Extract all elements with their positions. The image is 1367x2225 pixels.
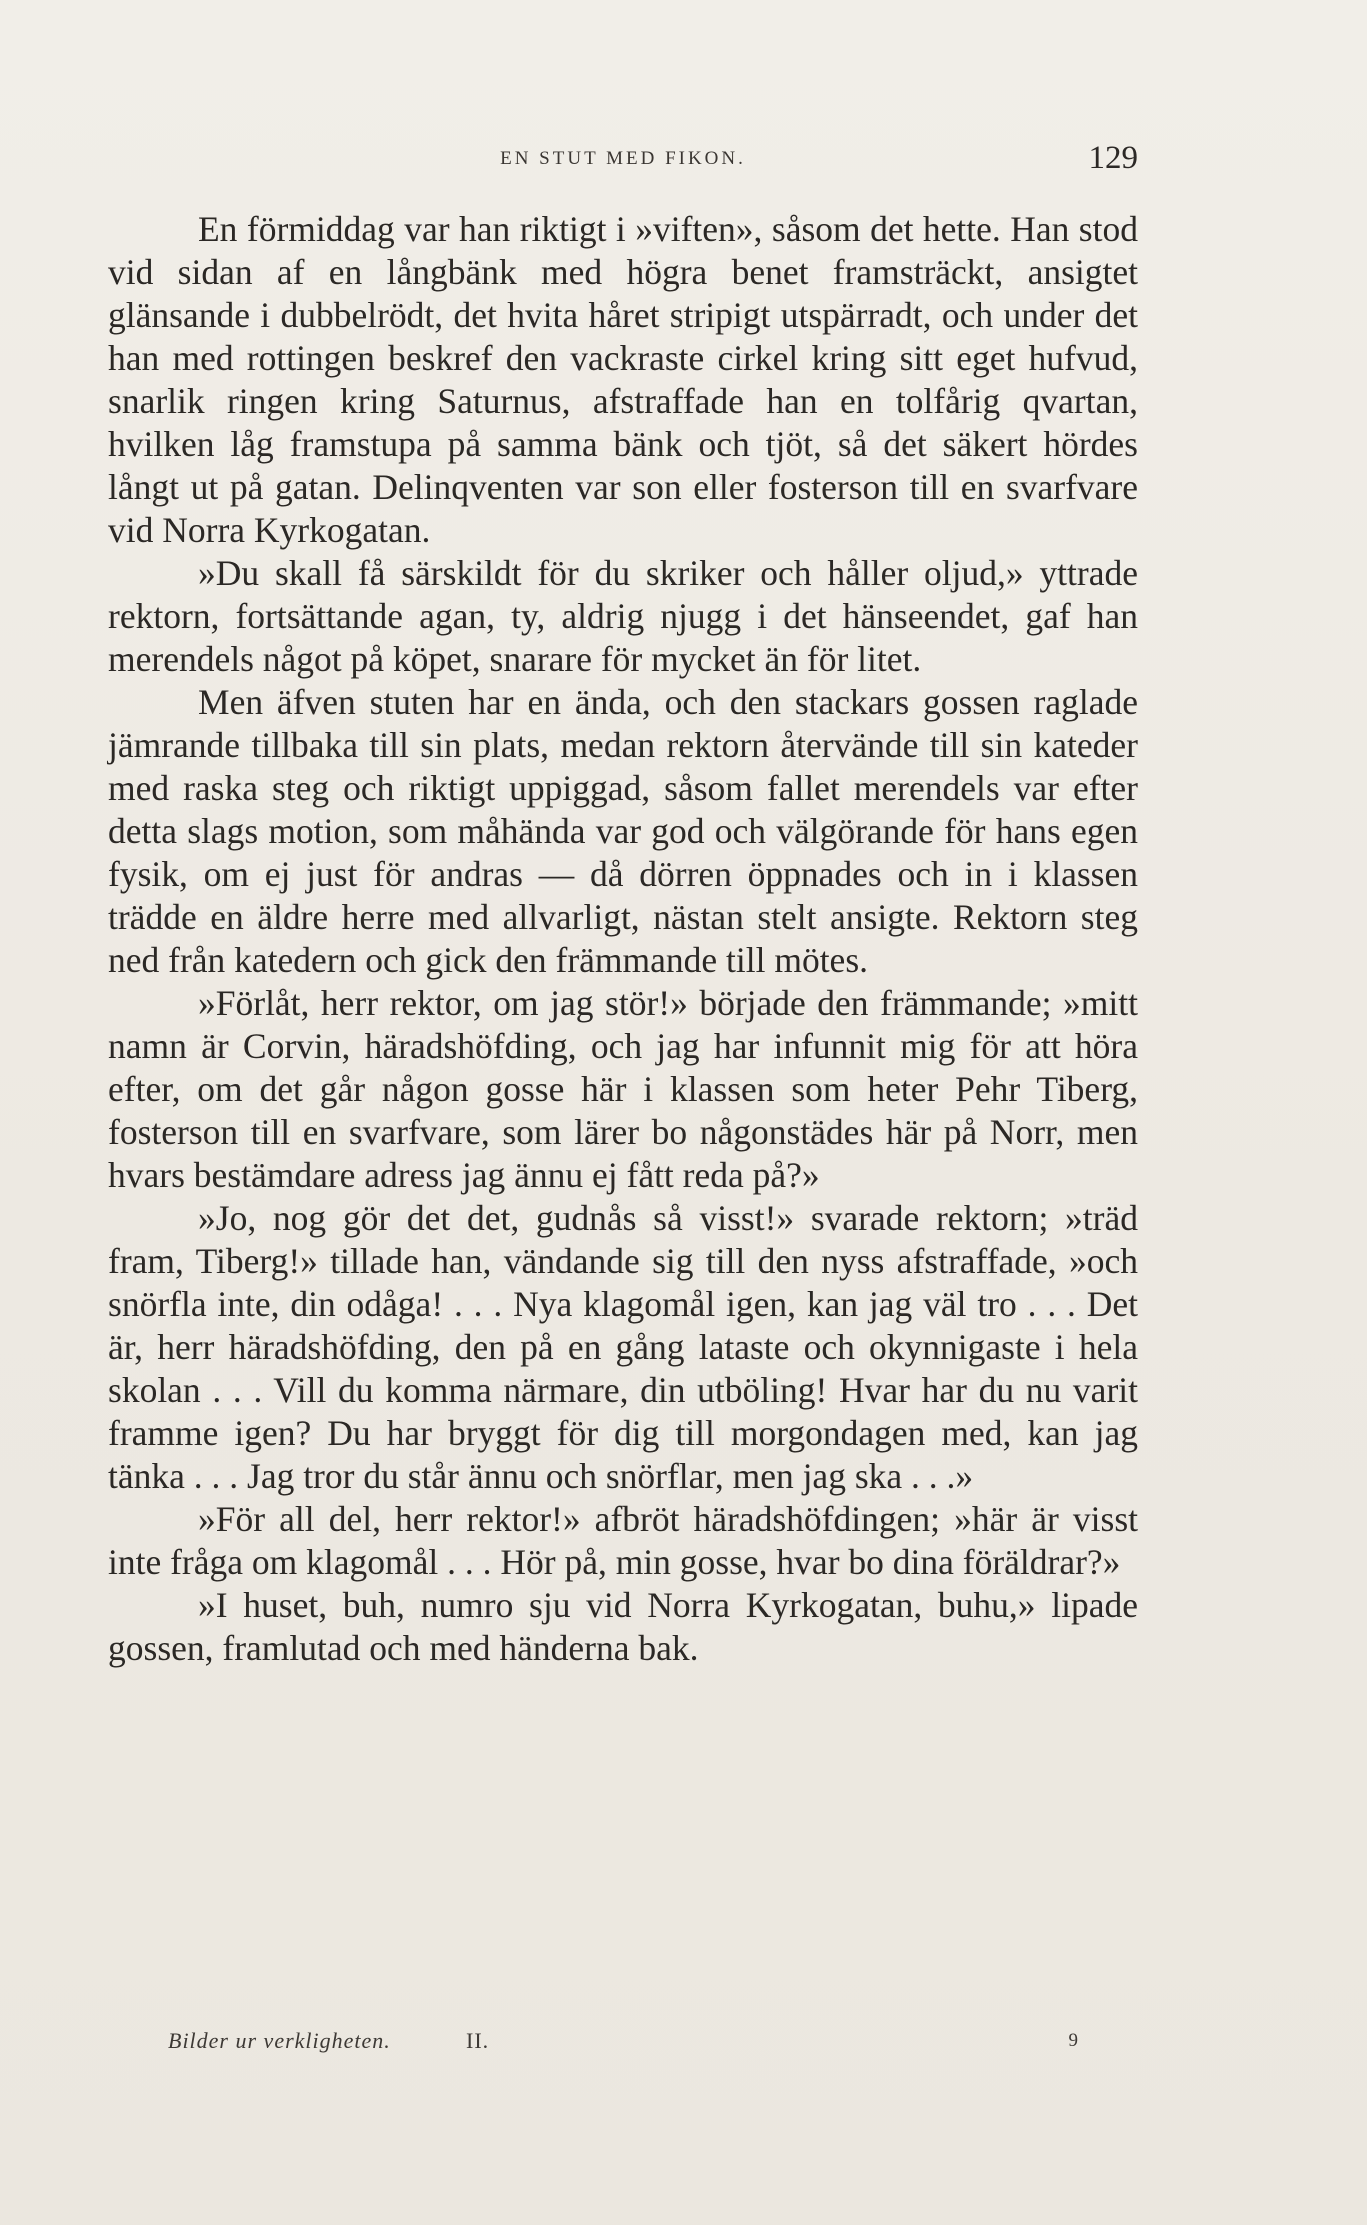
paragraph: »För all del, herr rektor!» afbröt häradshöfdingen; »här är visst inte fråga om klagomål . . . Hör på, min gosse, hvar bo dina föräldrar?» xyxy=(108,1499,1138,1582)
footer-book-title: Bilder ur verkligheten. xyxy=(168,2028,391,2053)
page-header xyxy=(108,140,1138,180)
page-number: 129 xyxy=(1088,140,1138,176)
paragraph: »I huset, buh, numro sju vid Norra Kyrkogatan, buhu,» lipade gossen, framlutad och med händerna bak. xyxy=(108,1585,1138,1668)
paragraph: »Du skall få särskildt för du skriker och håller oljud,» yttrade rektorn, fortsättande agan, ty, aldrig njugg i det hänseendet, gaf han merendels något på köpet, snarare för mycket än för litet. xyxy=(108,553,1138,679)
running-head: EN STUT MED FIKON. xyxy=(500,148,746,169)
footer-signature: 9 xyxy=(1068,2030,1078,2051)
footer-volume: II. xyxy=(466,2028,490,2053)
paragraph: »Förlåt, herr rektor, om jag stör!» började den främmande; »mitt namn är Corvin, häradshöfding, och jag har infunnit mig för att höra efter, om det går någon gosse här i klassen som heter Pehr Tiberg, fosterson till en svarfvare, som lärer bo någonstädes här på Norr, men hvars bestämdare adress jag ännu ej fått reda på?» xyxy=(108,983,1138,1195)
paragraph: »Jo, nog gör det det, gudnås så visst!» svarade rektorn; »träd fram, Tiberg!» tillade han, vändande sig till den nyss afstraffade, »och snörfla inte, din odåga! . . . Nya klagomål igen, kan jag väl tro . . . Det är, herr häradshöfding, den på en gång lataste och okynnigaste i hela skolan . . . Vill du komma närmare, din utböling! Hvar har du nu varit framme igen? Du har bryggt för dig till morgondagen med, kan jag tänka . . . Jag tror du står ännu och snörflar, men jag ska . . .» xyxy=(108,1198,1138,1496)
paragraph: Men äfven stuten har en ända, och den stackars gossen raglade jämrande tillbaka till sin plats, medan rektorn återvände till sin kateder med raska steg och riktigt uppiggad, såsom fallet merendels var efter detta slags motion, som måhända var god och välgörande för hans egen fysik, om ej just för andras — då dörren öppnades och in i klassen trädde en äldre herre med allvarligt, nästan stelt ansigte. Rektorn steg ned från katedern och gick den främmande till mötes. xyxy=(108,682,1138,980)
page-footer xyxy=(168,2022,1078,2058)
paragraph: En förmiddag var han riktigt i »viften», såsom det hette. Han stod vid sidan af en långbänk med högra benet framsträckt, ansigtet glänsande i dubbelrödt, det hvita håret stripigt utspärradt, och under det han med rottingen beskref den vackraste cirkel kring sitt eget hufvud, snarlik ringen kring Saturnus, afstraffade han en tolfårig qvartan, hvilken låg framstupa på samma bänk och tjöt, så det säkert hördes långt ut på gatan. Delinqventen var son eller fosterson till en svarfvare vid Norra Kyrkogatan. xyxy=(108,209,1138,550)
body-text xyxy=(108,208,1138,1670)
